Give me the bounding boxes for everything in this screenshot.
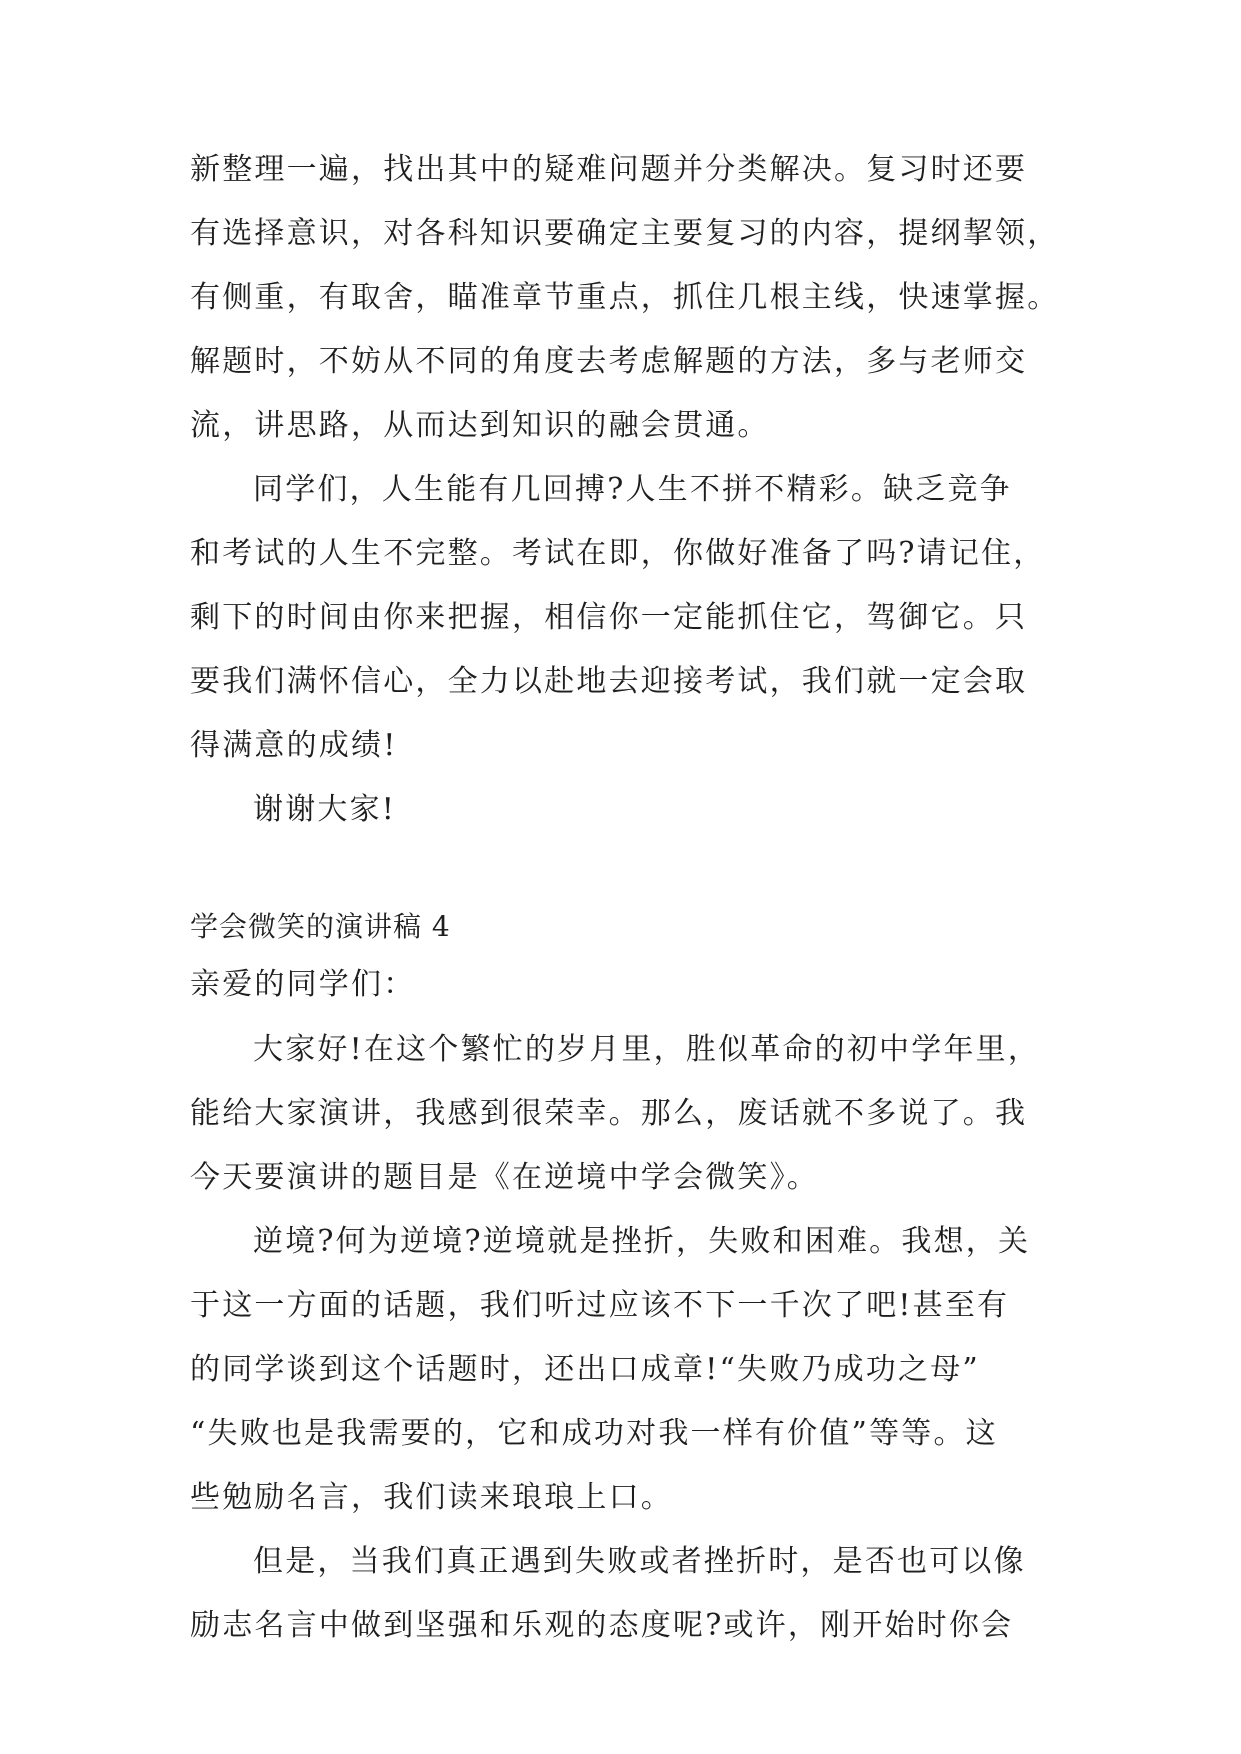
paragraph-first-line: 同学们，人生能有几回搏?人生不拼不精彩。缺乏竞争 [253, 472, 1012, 507]
salutation: 亲爱的同学们： [190, 967, 416, 1002]
body-text-line: 流，讲思路，从而达到知识的融会贯通。 [190, 408, 770, 443]
section-heading: 学会微笑的演讲稿 4 [190, 910, 451, 943]
body-text-line: 今天要演讲的题目是《在逆境中学会微笑》。 [190, 1160, 819, 1195]
body-text-line: 有选择意识，对各科知识要确定主要复习的内容，提纲挈领， [190, 216, 1060, 251]
body-text-line: “失败也是我需要的，它和成功对我一样有价值”等等。这 [190, 1416, 998, 1451]
paragraph-first-line: 逆境?何为逆境?逆境就是挫折，失败和困难。我想，关 [253, 1224, 1031, 1259]
body-text-line: 的同学谈到这个话题时，还出口成章!“失败乃成功之母” [190, 1352, 980, 1387]
paragraph-first-line: 但是，当我们真正遇到失败或者挫折时，是否也可以像 [253, 1544, 1026, 1579]
paragraph-first-line: 大家好!在这个繁忙的岁月里，胜似革命的初中学年里， [253, 1032, 1041, 1067]
body-text-line: 剩下的时间由你来把握，相信你一定能抓住它，驾御它。只 [190, 600, 1028, 635]
body-text-line: 解题时，不妨从不同的角度去考虑解题的方法，多与老师交 [190, 344, 1028, 379]
body-text-line: 励志名言中做到坚强和乐观的态度呢?或许，刚开始时你会 [190, 1608, 1014, 1643]
body-text-line: 有侧重，有取舍，瞄准章节重点，抓住几根主线，快速掌握。 [190, 280, 1060, 315]
body-text-line: 新整理一遍，找出其中的疑难问题并分类解决。复习时还要 [190, 152, 1028, 187]
body-text-line: 和考试的人生不完整。考试在即，你做好准备了吗?请记住， [190, 536, 1046, 571]
closing-line: 谢谢大家! [253, 792, 397, 827]
body-text-line: 能给大家演讲，我感到很荣幸。那么，废话就不多说了。我 [190, 1096, 1028, 1131]
body-text-line: 些勉励名言，我们读来琅琅上口。 [190, 1480, 673, 1515]
body-text-line: 要我们满怀信心，全力以赴地去迎接考试，我们就一定会取 [190, 664, 1028, 699]
body-text-line: 得满意的成绩! [190, 728, 398, 763]
body-text-line: 于这一方面的话题，我们听过应该不下一千次了吧!甚至有 [190, 1288, 1010, 1323]
